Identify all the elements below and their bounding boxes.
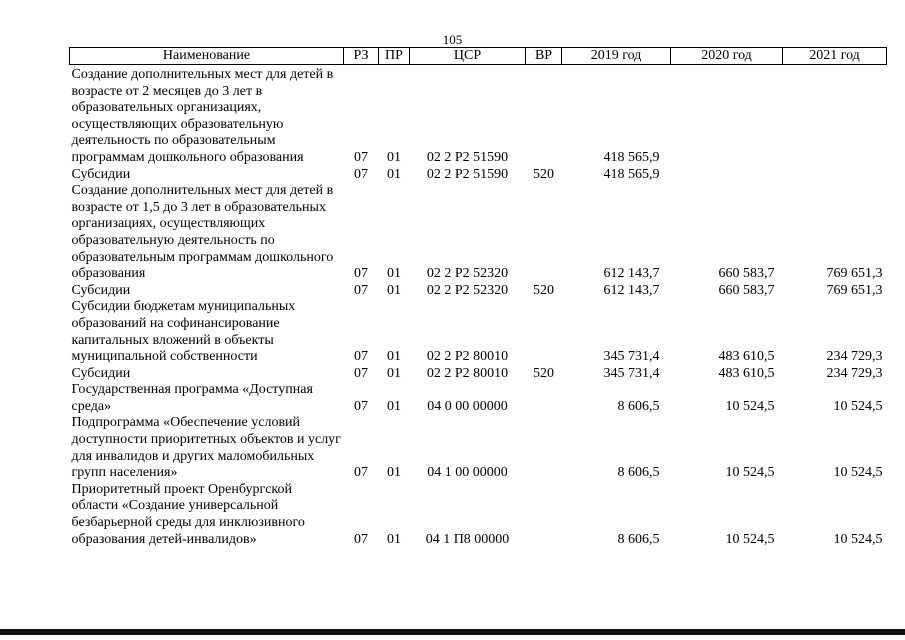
table-row — [70, 283, 887, 300]
row-2019: 345 731,4 — [603, 349, 660, 365]
row-2019: 612 143,7 — [603, 282, 660, 298]
row-name: Создание дополнительных мест для детей в возрасте от 1,5 до 3 лет в образовательных организациях, осуществляющих образовательную деятельность по образовательным программам дошкольного образования — [71, 183, 334, 282]
row-2020: 660 583,7 — [718, 282, 775, 298]
row-csr: 04 1 00 00000 — [427, 465, 508, 481]
row-2020 — [671, 167, 783, 184]
row-csr: 02 2 P2 80010 — [426, 365, 509, 381]
row-name: Субсидии — [71, 282, 131, 298]
row-name: Государственная программа «Доступная среда» — [71, 382, 313, 414]
table-row — [70, 167, 887, 184]
row-2021: 769 651,3 — [826, 282, 883, 298]
row-pr: 01 — [387, 531, 401, 547]
row-rz: 07 — [354, 349, 368, 365]
row-name: Создание дополнительных мест для детей в возрасте от 2 месяцев до 3 лет в образовательных организациях, осуществляющих образовательную деятельность по образовательным программам дошкольного образования — [71, 67, 334, 165]
row-2020: 483 610,5 — [718, 349, 775, 365]
row-csr: 04 1 П8 00000 — [425, 531, 510, 547]
table-header — [70, 48, 887, 65]
row-rz: 07 — [354, 166, 368, 182]
row-rz: 07 — [354, 531, 368, 547]
row-pr: 01 — [387, 149, 401, 165]
bottom-border — [0, 629, 905, 635]
row-pr: 01 — [387, 166, 401, 182]
table-row — [70, 299, 887, 365]
row-vr — [526, 482, 562, 548]
row-vr: 520 — [533, 282, 554, 298]
row-name: Подпрограмма «Обеспечение условий доступности приоритетных объектов и услуг для инвалидов и других маломобильных групп населения» — [71, 415, 341, 481]
row-2021: 234 729,3 — [826, 365, 883, 381]
row-vr: 520 — [533, 365, 554, 381]
header-rz: РЗ — [344, 48, 379, 65]
row-pr: 01 — [387, 266, 401, 282]
row-2020 — [671, 65, 783, 167]
row-name: Субсидии — [71, 365, 131, 381]
row-pr: 01 — [387, 349, 401, 365]
table-row — [70, 366, 887, 383]
table-row — [70, 415, 887, 481]
row-rz: 07 — [354, 465, 368, 481]
row-name: Субсидии бюджетам муниципальных образований на софинансирование капитальных вложений в объекты муниципальной собственности — [71, 299, 296, 365]
row-rz: 07 — [354, 149, 368, 165]
row-2020: 483 610,5 — [718, 365, 775, 381]
row-2019: 612 143,7 — [603, 266, 660, 282]
header-2020: 2020 год — [671, 48, 783, 65]
header-pr: ПР — [379, 48, 410, 65]
row-2020: 10 524,5 — [725, 465, 775, 481]
table-body — [70, 65, 887, 549]
row-vr: 520 — [533, 166, 554, 182]
row-2020: 660 583,7 — [718, 266, 775, 282]
row-vr — [526, 299, 562, 365]
row-vr — [526, 415, 562, 481]
row-rz: 07 — [354, 398, 368, 414]
row-csr: 02 2 P2 52320 — [426, 282, 509, 298]
table-row — [70, 482, 887, 548]
row-vr — [526, 65, 562, 167]
header-2019: 2019 год — [562, 48, 671, 65]
header-2021: 2021 год — [783, 48, 887, 65]
row-2019: 418 565,9 — [603, 149, 660, 165]
row-2019: 8 606,5 — [617, 398, 660, 414]
row-2021: 234 729,3 — [826, 349, 883, 365]
row-2019: 8 606,5 — [617, 465, 660, 481]
row-rz: 07 — [354, 266, 368, 282]
row-2021 — [783, 167, 887, 184]
table-row — [70, 183, 887, 283]
row-2021 — [783, 65, 887, 167]
row-pr: 01 — [387, 465, 401, 481]
header-name: Наименование — [70, 48, 344, 65]
row-vr — [526, 183, 562, 283]
row-rz: 07 — [354, 282, 368, 298]
budget-table — [69, 47, 887, 548]
page-number: 105 — [442, 32, 463, 47]
row-2019: 8 606,5 — [617, 531, 660, 547]
row-pr: 01 — [387, 365, 401, 381]
row-2019: 418 565,9 — [603, 166, 660, 182]
row-2021: 10 524,5 — [833, 531, 883, 547]
header-csr: ЦСР — [410, 48, 526, 65]
row-rz: 07 — [354, 365, 368, 381]
row-csr: 04 0 00 00000 — [427, 398, 508, 414]
row-csr: 02 2 P2 80010 — [426, 349, 509, 365]
header-vr: ВР — [526, 48, 562, 65]
row-name: Субсидии — [71, 166, 131, 182]
table-row — [70, 382, 887, 415]
table-row — [70, 65, 887, 167]
row-name: Приоритетный проект Оренбургской области «Создание универсальной безбарьерной среды для инклюзивного образования детей-инвалидов» — [71, 481, 305, 547]
row-2021: 10 524,5 — [833, 398, 883, 414]
row-2020: 10 524,5 — [725, 398, 775, 414]
row-pr: 01 — [387, 282, 401, 298]
row-pr: 01 — [387, 398, 401, 414]
row-csr: 02 2 P2 51590 — [426, 149, 509, 165]
row-csr: 02 2 P2 51590 — [426, 166, 509, 182]
row-2021: 10 524,5 — [833, 465, 883, 481]
row-2021: 769 651,3 — [826, 266, 883, 282]
row-2020: 10 524,5 — [725, 531, 775, 547]
row-2019: 345 731,4 — [603, 365, 660, 381]
row-csr: 02 2 P2 52320 — [426, 266, 509, 282]
row-vr — [526, 382, 562, 415]
